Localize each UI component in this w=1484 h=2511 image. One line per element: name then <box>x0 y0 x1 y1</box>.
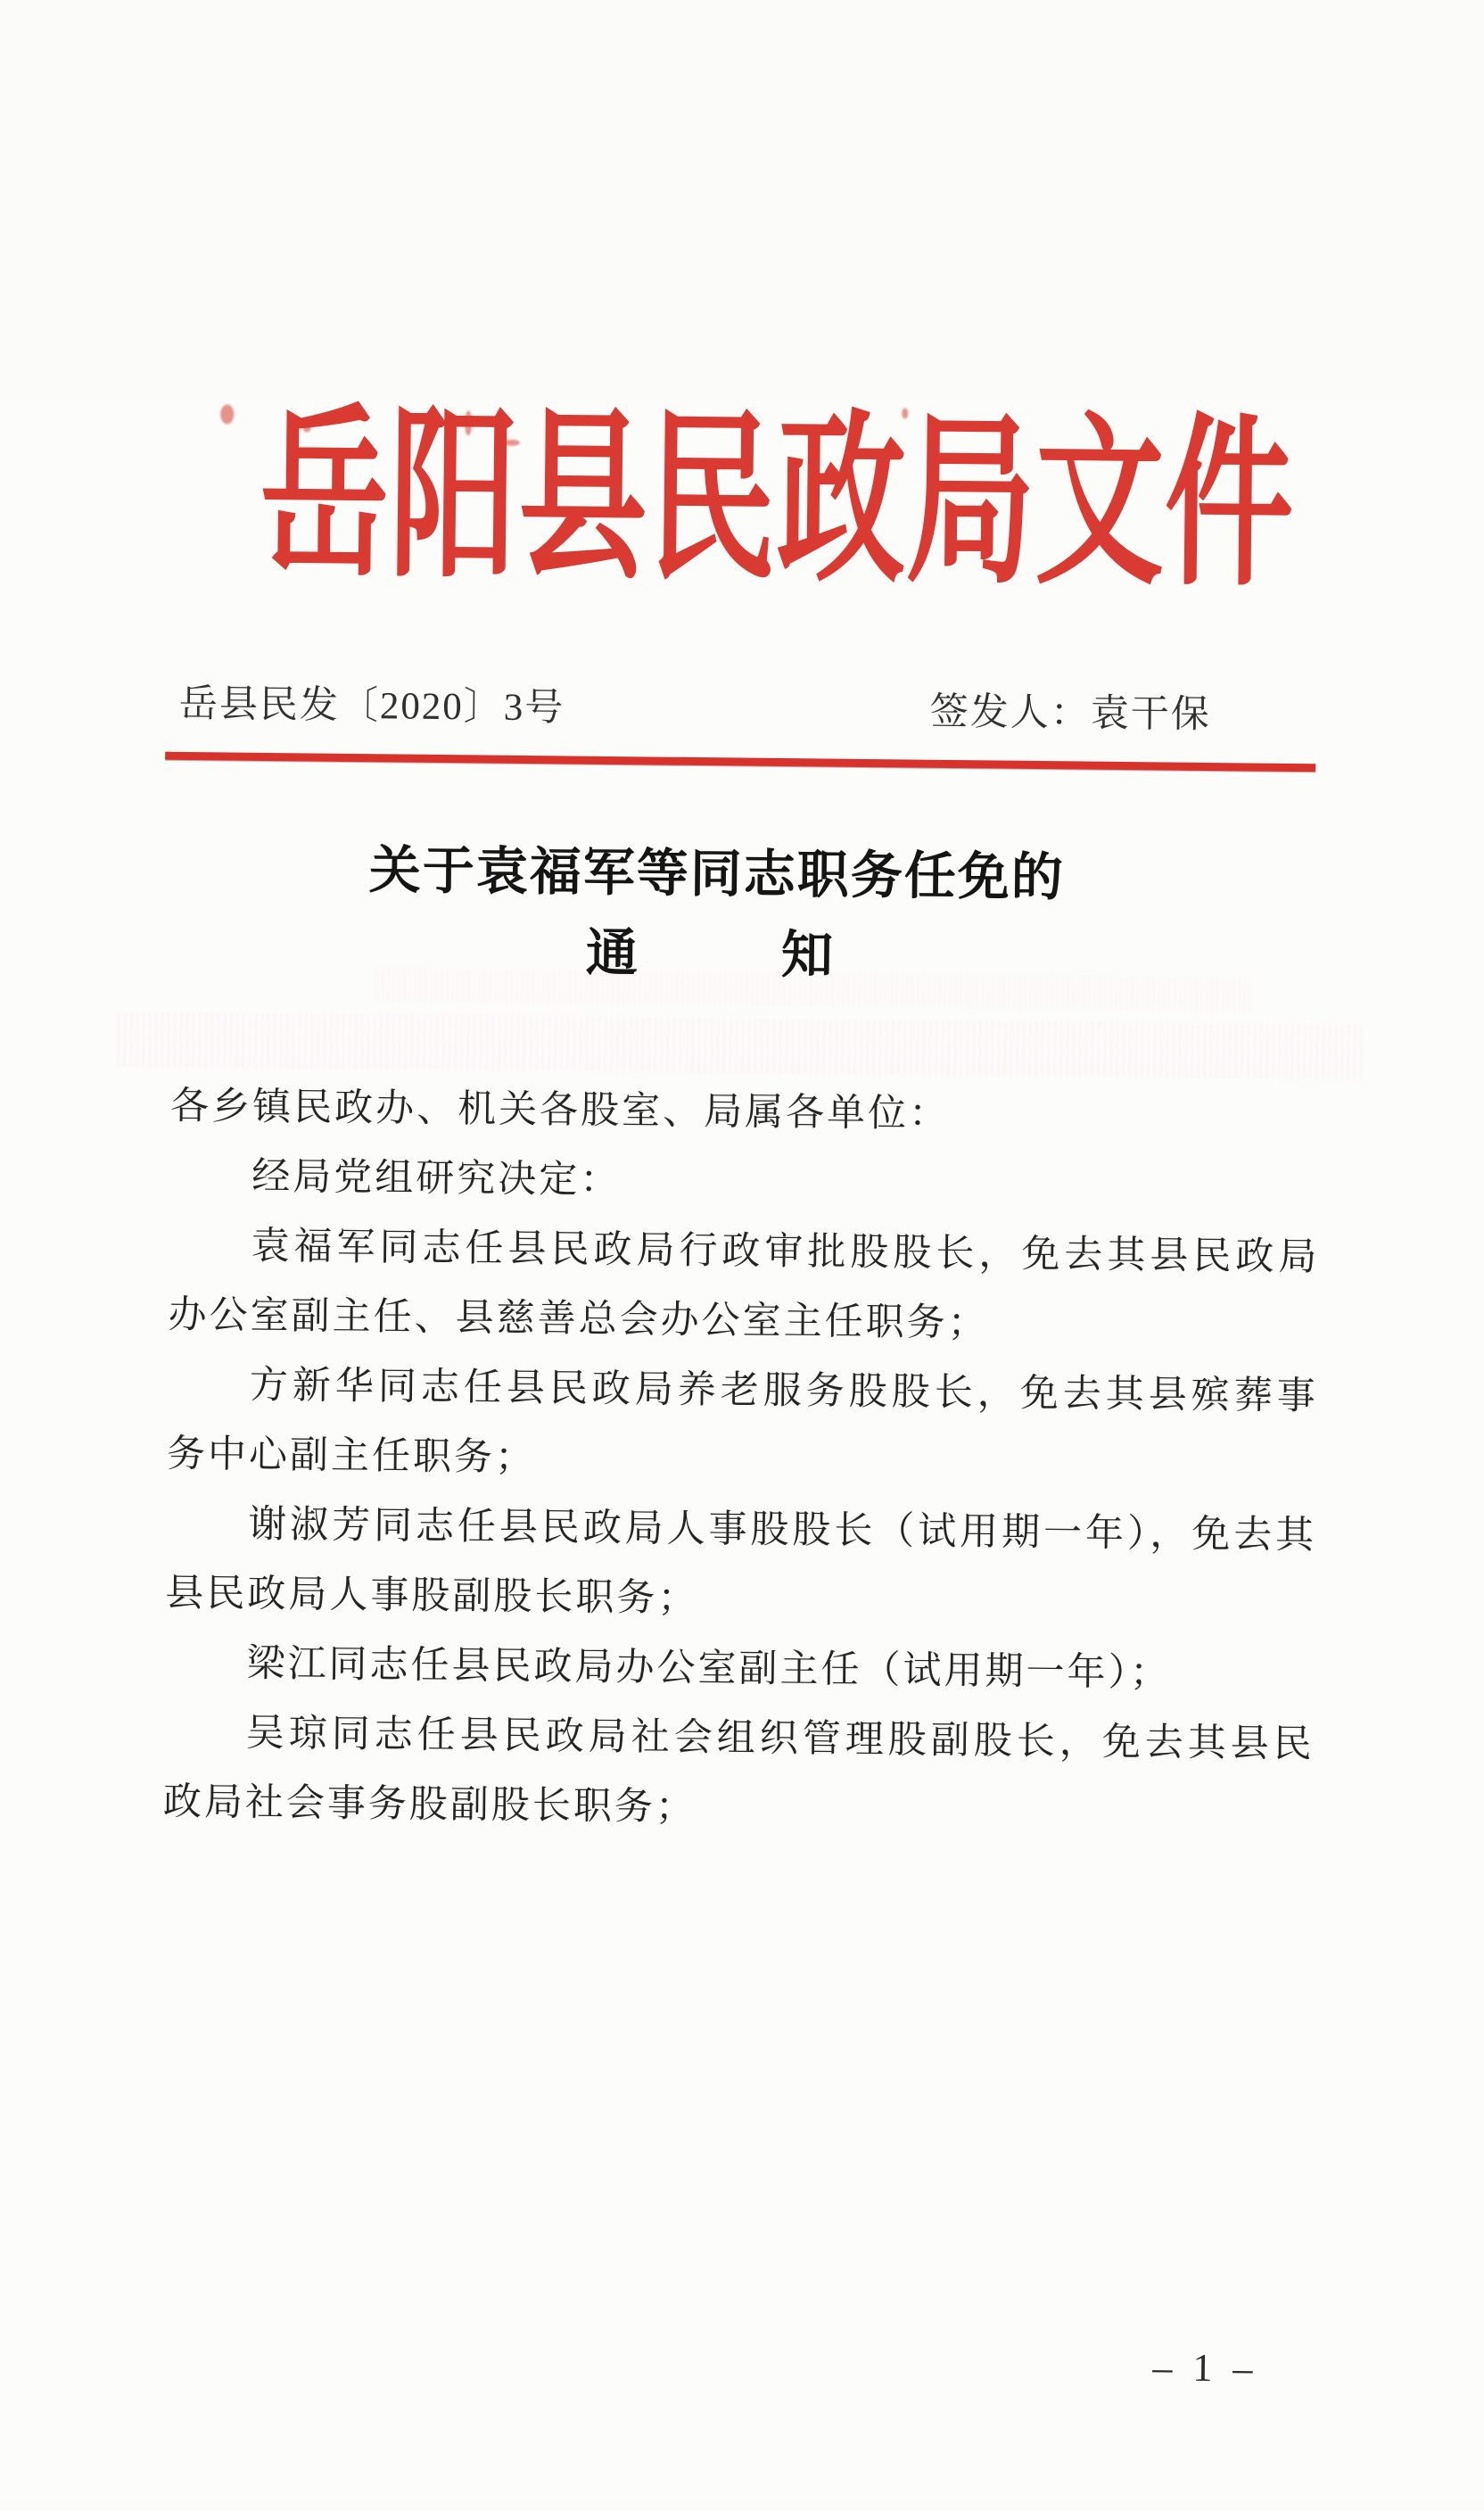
ink-bleed-artifact <box>118 1012 1367 1080</box>
body-text-line: 各乡镇民政办、机关各股室、局属各单位： <box>169 1085 951 1136</box>
body-text-line: 县民政局人事股副股长职务； <box>165 1572 699 1621</box>
reference-row <box>5 678 1484 742</box>
body-text-line: 谢淑芳同志任县民政局人事股股长（试用期一年），免去其 <box>247 1503 1317 1557</box>
letterhead-org-title <box>6 392 1484 609</box>
body-text-line: 梁江同志任县民政局办公室副主任（试用期一年）； <box>246 1642 1172 1695</box>
letterhead-text: 岳阳县民政局文件 <box>259 392 1296 609</box>
body-text-line: 方新华同志任县民政局养老服务股股长，免去其县殡葬事 <box>249 1364 1319 1418</box>
doc-number: 岳县民发〔2020〕3号 <box>178 682 565 730</box>
issuer-name: 签发人：袁干保 <box>929 690 1212 737</box>
scan-tilt-wrapper <box>0 392 1484 2510</box>
body-text-line: 办公室副主任、县慈善总会办公室主任职务； <box>168 1293 989 1345</box>
page-number: – 1 – <box>1152 2345 1258 2391</box>
scanned-document-page <box>0 392 1484 2498</box>
body-text-line: 经局党组研究决定： <box>251 1155 622 1202</box>
notice-title-line1: 关于袁福军等同志职务任免的 <box>368 841 1066 907</box>
body-text-line: 袁福军同志任县民政局行政审批股股长，免去其县民政局 <box>251 1225 1320 1279</box>
body-text-line: 务中心副主任职务； <box>166 1433 537 1480</box>
body-text-line: 吴琼同志任县民政局社会组织管理股副股长，免去其县民 <box>245 1712 1315 1766</box>
red-separator-line <box>165 752 1315 772</box>
notice-title <box>0 837 1459 993</box>
body-text-line: 政局社会事务股副股长职务； <box>162 1780 697 1830</box>
document-body <box>163 1072 1322 1849</box>
notice-title-line2: 通 知 <box>585 923 847 985</box>
